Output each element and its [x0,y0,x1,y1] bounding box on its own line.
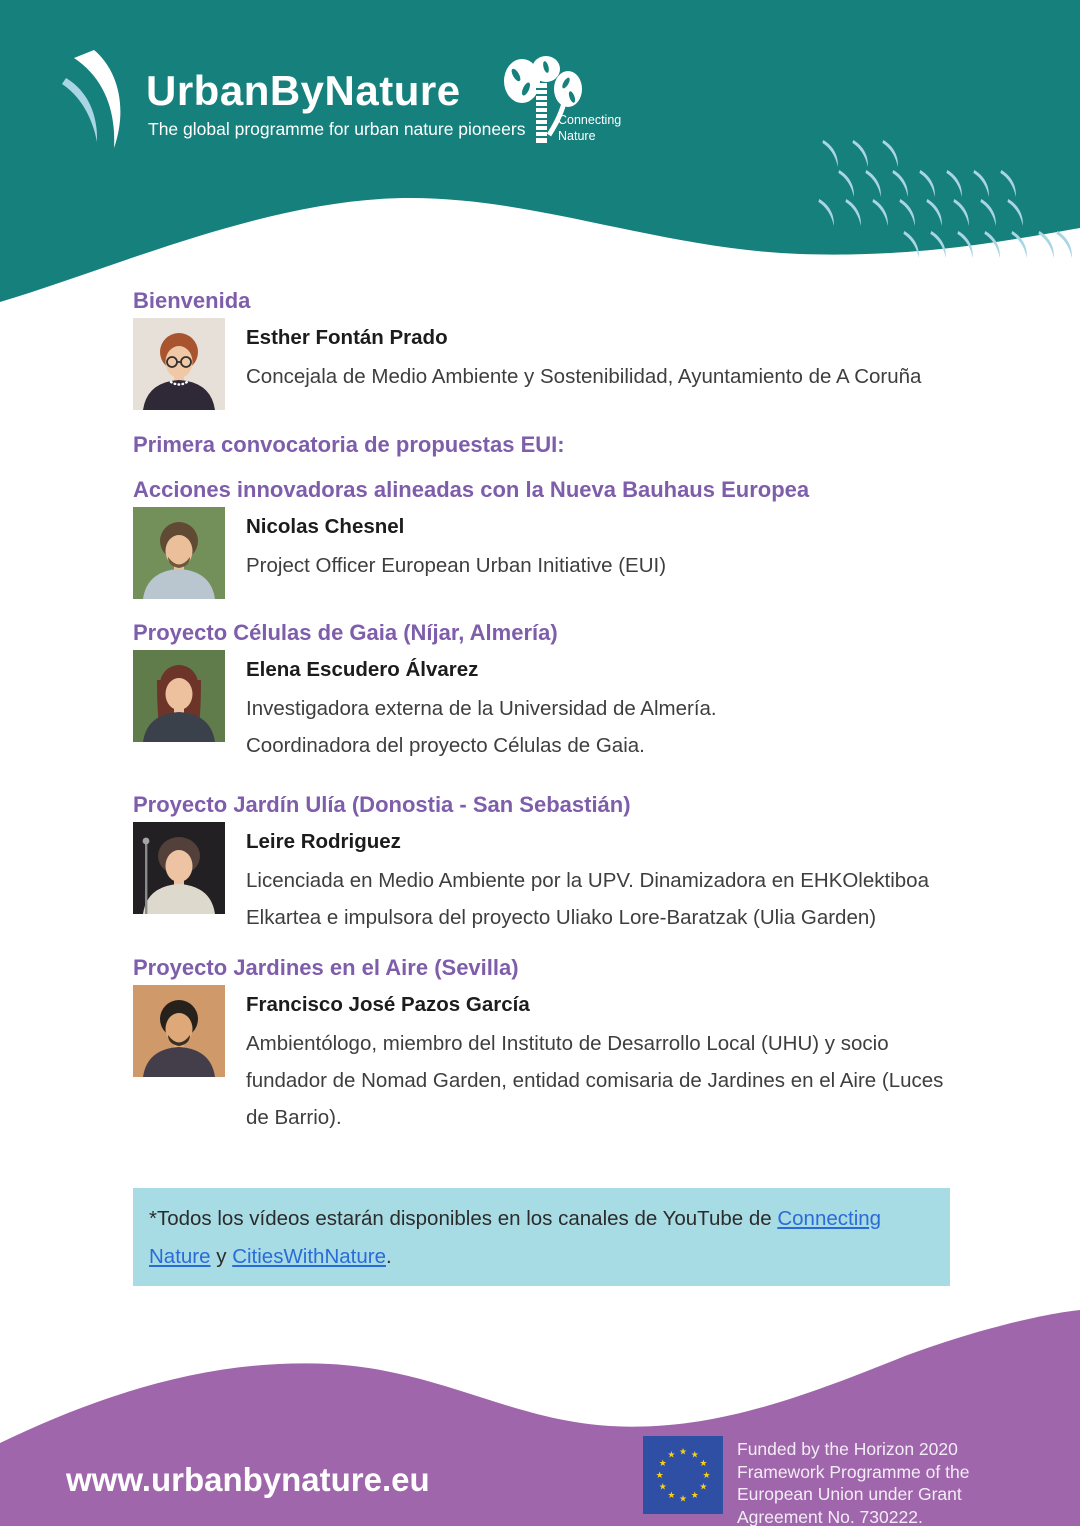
svg-text:★: ★ [679,1446,687,1457]
programme-section [133,955,950,1136]
speaker-name: Nicolas Chesnel [246,515,405,538]
speaker-description-line: Coordinadora del proyecto Células de Gaia. [246,734,645,757]
partner-name-line1: Connecting [558,113,622,127]
speaker-row [133,318,950,410]
footer [0,1300,1080,1526]
speaker-info [246,650,717,764]
website-url: www.urbanbynature.eu [66,1461,430,1498]
section-heading: Proyecto Jardín Ulía (Donostia - San Sebastián) [133,792,631,817]
speaker-info [246,507,666,599]
speaker-name: Leire Rodriguez [246,830,401,853]
svg-text:★: ★ [679,1493,687,1504]
speaker-info [246,985,950,1136]
speaker-description [246,547,666,584]
section-headings [133,432,950,503]
speaker-description-line: Licenciada en Medio Ambiente por la UPV. Dinamizadora en EHKOlektiboa Elkartea e impulsora del proyecto Uliako Lore-Baratzak (Ulia Garden) [246,869,929,929]
speaker-row [133,822,950,936]
speaker-description [246,1025,950,1136]
speaker-photo [133,985,225,1077]
svg-text:★: ★ [690,1490,699,1501]
speaker-photo [133,822,225,914]
programme-section [133,792,950,936]
programme-section [133,288,950,410]
programme-section [133,620,950,764]
section-headings [133,620,950,646]
programme-section [133,432,950,599]
note-link[interactable]: CitiesWithNature [232,1245,386,1268]
partner-name-line2: Nature [558,128,596,143]
section-headings [133,792,950,818]
speaker-description [246,358,921,395]
svg-text:★: ★ [667,1449,676,1460]
svg-text:★: ★ [658,1481,667,1492]
svg-text:★: ★ [658,1458,667,1469]
section-heading: Bienvenida [133,288,251,313]
speaker-name: Francisco José Pazos García [246,993,530,1016]
speaker-name: Elena Escudero Álvarez [246,658,479,681]
funding-statement: Funded by the Horizon 2020 Framework Programme of the European Union under Grant Agreement No. 730222. [737,1439,970,1526]
speaker-info [246,318,921,410]
svg-text:★: ★ [699,1481,708,1492]
section-heading: Proyecto Células de Gaia (Níjar, Almería) [133,620,558,645]
video-note-box [133,1188,950,1286]
svg-text:★: ★ [667,1490,676,1501]
speaker-row [133,650,950,764]
svg-text:★: ★ [702,1469,711,1480]
speaker-photo [133,650,225,742]
svg-text:★: ★ [655,1469,664,1480]
svg-text:★: ★ [699,1458,708,1469]
brand-title: UrbanByNature [146,67,461,114]
note-link[interactable]: Connecting Nature [149,1207,882,1268]
speaker-description-line: Project Officer European Urban Initiative (EUI) [246,554,667,577]
brand-tagline: The global programme for urban nature pioneers [148,119,526,139]
speaker-photo [133,507,225,599]
speaker-info [246,822,950,936]
section-heading: Proyecto Jardines en el Aire (Sevilla) [133,955,519,980]
speaker-photo [133,318,225,410]
speaker-description-line: Ambientólogo, miembro del Instituto de Desarrollo Local (UHU) y socio fundador de Nomad Garden, entidad comisaria de Jardines en el Aire (Luces de Barrio). [246,1032,944,1129]
sections [133,288,950,1136]
speaker-description-line: Investigadora externa de la Universidad de Almería. [246,697,717,720]
note-text: . [385,1245,392,1268]
note-text: y [210,1245,233,1268]
section-heading: Acciones innovadoras alineadas con la Nueva Bauhaus Europea [133,477,810,502]
speaker-row [133,985,950,1136]
section-headings [133,955,950,981]
speaker-row [133,507,950,599]
eu-flag-icon [643,1436,723,1514]
speaker-name: Esther Fontán Prado [246,326,448,349]
svg-text:★: ★ [690,1449,699,1460]
speaker-description [246,862,950,936]
speaker-description-line: Concejala de Medio Ambiente y Sostenibilidad, Ayuntamiento de A Coruña [246,365,922,388]
section-heading: Primera convocatoria de propuestas EUI: [133,432,565,457]
speaker-description [246,690,717,764]
section-headings [133,288,950,314]
note-text: *Todos los vídeos estarán disponibles en los canales de YouTube de [149,1207,778,1230]
